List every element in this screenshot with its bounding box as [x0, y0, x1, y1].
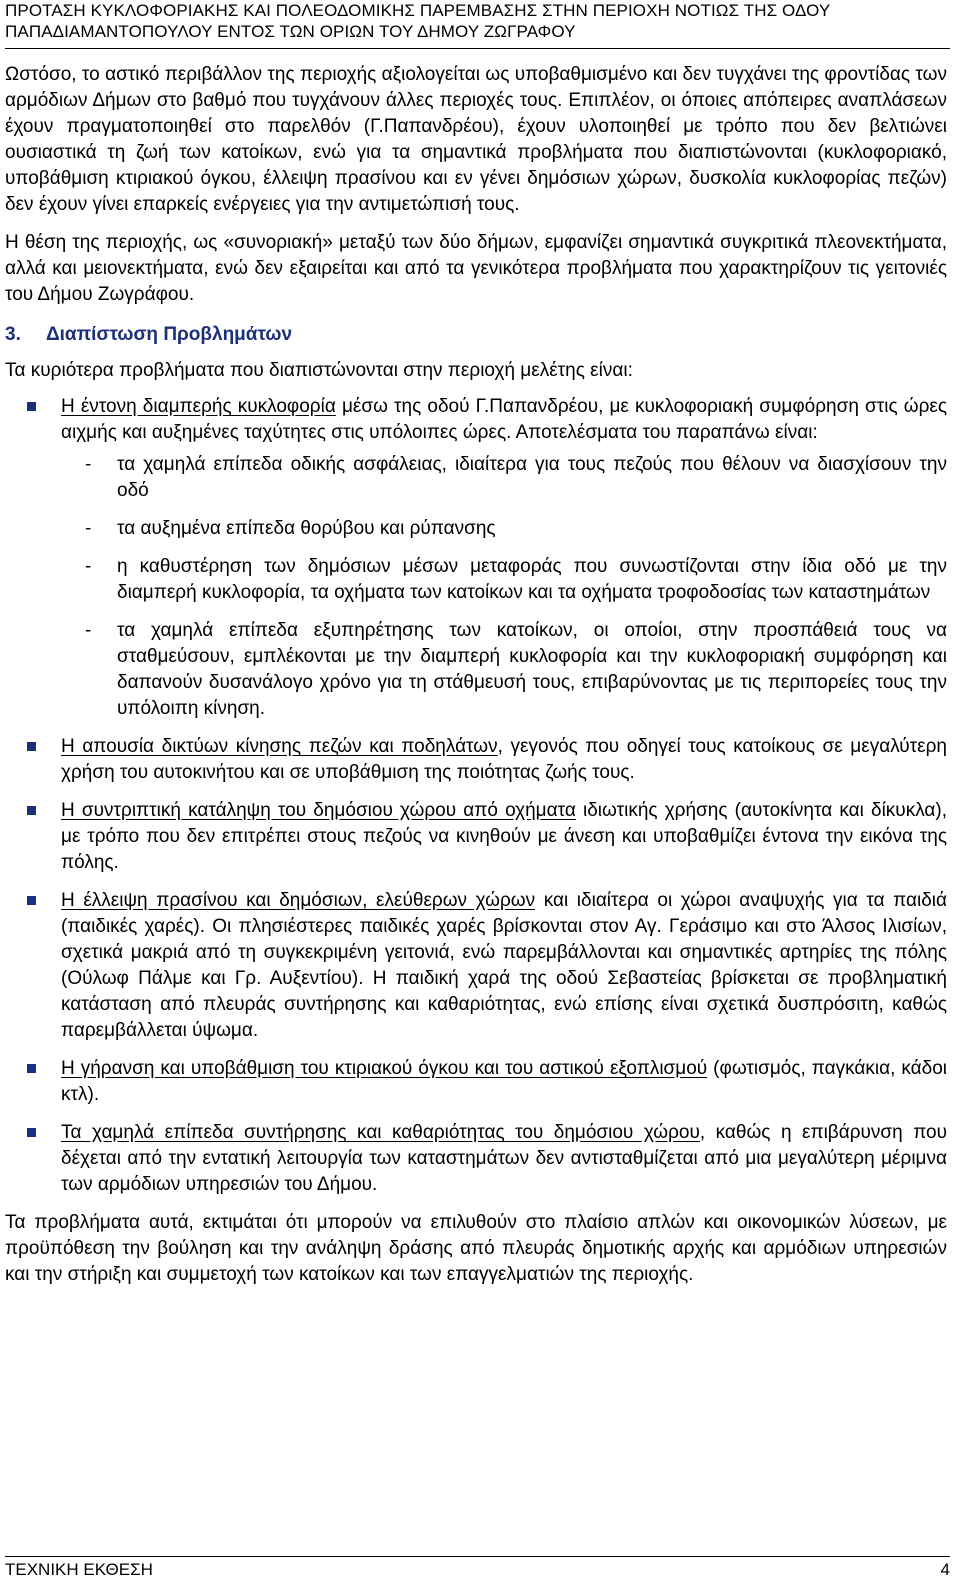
page-footer	[5, 1556, 950, 1585]
square-bullet-icon	[27, 806, 36, 815]
section-number: 3.	[5, 324, 21, 345]
square-bullet-icon	[27, 1128, 36, 1137]
dash-marker: -	[85, 556, 92, 577]
list-item	[61, 452, 947, 504]
problem-text: , καθώς η επιβάρυνση που δέχεται από την εντατική λειτουργία των καταστημάτων δεν αντισταθμίζεται από μια μεγαλύτερη μέριμνα των αρμόδιων υπηρεσιών του Δήμου.	[61, 1122, 947, 1195]
problem-text: ιδιωτικής χρήσης (αυτοκίνητα και δίκυκλα), με τρόπο που δεν επιτρέπει στους πεζούς να κινηθούν με άνεση και υποβαθμίζει έντονα την εικόνα της πόλης.	[61, 800, 947, 873]
list-item-text: η καθυστέρηση των δημόσιων μέσων μεταφοράς που συνωστίζονται στην ίδια οδό με την διαμπερή κυκλοφορία, τα οχήματα των κατοίκων και τα οχήματα τροφοδοσίας των καταστημάτων	[117, 556, 947, 603]
problem-title: Η συντριπτική κατάληψη του δημόσιου χώρου από οχήματα	[61, 800, 576, 821]
problems-intro: Τα κυριότερα προβλήματα που διαπιστώνονται στην περιοχή μελέτης είναι:	[5, 360, 633, 381]
consequences-list	[5, 452, 947, 722]
footer-document-title: ΤΕΧΝΙΚΗ ΕΚΘΕΣΗ	[5, 1560, 153, 1579]
problem-title: Η έντονη διαμπερής κυκλοφορία	[61, 396, 336, 417]
problem-text: (φωτισμός, παγκάκια, κάδοι κτλ).	[61, 1058, 947, 1105]
square-bullet-icon	[27, 896, 36, 905]
list-item	[61, 554, 947, 606]
problem-text: , γεγονός που οδηγεί τους κατοίκους σε μεγαλύτερη χρήση του αυτοκινήτου και σε υποβάθμιση της ποιότητας ζωής τους.	[61, 736, 947, 783]
header-title-line-1: ΠΡΟΤΑΣΗ ΚΥΚΛΟΦΟΡΙΑΚΗΣ ΚΑΙ ΠΟΛΕΟΔΟΜΙΚΗΣ ΠΑΡΕΜΒΑΣΗΣ ΣΤΗΝ ΠΕΡΙΟΧΗ ΝΟΤΙΩΣ ΤΗΣ ΟΔΟΥ	[5, 1, 831, 20]
list-item	[61, 618, 947, 722]
paragraph-conclusion: Τα προβλήματα αυτά, εκτιμάται ότι μπορούν να επιλυθούν στο πλαίσιο απλών και οικονομικών λύσεων, με προϋπόθεση την βούληση και την ανάληψη δράσης από πλευράς δημοτικής αρχής και αρμόδιων υπηρεσιών και την στήριξη και συμμετοχή των κατοίκων και των επαγγελματιών της περιοχής.	[5, 1212, 947, 1285]
list-item-text: τα αυξημένα επίπεδα θορύβου και ρύπανσης	[117, 518, 496, 539]
problem-bullet-maintenance	[5, 1120, 947, 1198]
list-item-text: τα χαμηλά επίπεδα οδικής ασφάλειας, ιδιαίτερα για τους πεζούς που θέλουν να διασχίσουν την οδό	[117, 454, 947, 501]
document-body	[5, 62, 947, 1288]
problem-bullet-pedestrians	[5, 734, 947, 786]
dash-marker: -	[85, 518, 92, 539]
paragraph-urban-environment: Ωστόσο, το αστικό περιβάλλον της περιοχής αξιολογείται ως υποβαθμισμένο και δεν τυγχάνει της φροντίδας των αρμόδιων Δήμων στο βαθμό που τυγχάνουν άλλες περιοχές τους. Επιπλέον, οι όποιες απόπειρες αναπλάσεων έχουν πραγματοποιηθεί στο παρελθόν (Γ.Παπανδρέου), έχουν υλοποιηθεί με τρόπο που δεν βελτιώνει ουσιαστικά τη ζωή των κατοίκων, ενώ για τα σημαντικά προβλήματα που διαπιστώνονται (κυκλοφοριακό, υποβάθμιση κτιριακού όγκου, έλλειψη πρασίνου και εν γένει δημόσιων χώρων, δυσκολία κυκλοφορίας πεζών) δεν έχουν γίνει επαρκείς ενέργειες για την αντιμετώπισή τους.	[5, 64, 947, 215]
section-heading	[5, 322, 947, 348]
page-number: 4	[940, 1560, 950, 1579]
list-item	[61, 516, 947, 542]
header-title-line-2: ΠΑΠΑΔΙΑΜΑΝΤΟΠΟΥΛΟΥ ΕΝΤΟΣ ΤΩΝ ΟΡΙΩΝ ΤΟΥ ΔΗΜΟΥ ΖΩΓΡΑΦΟΥ	[5, 22, 576, 41]
problem-bullet-traffic	[5, 394, 947, 722]
problem-text: και ιδιαίτερα οι χώροι αναψυχής για τα παιδιά (παιδικές χαρές). Οι πλησιέστερες παιδικές χαρές βρίσκονται στον Αγ. Γεράσιμο και στο Άλσος Ιλισίων, σχετικά μακριά από τη συγκεκριμένη γειτονιά, ενώ παρεμβάλλονται και σημαντικές αρτηρίες της πόλης (Ούλωφ Πάλμε και Γρ. Αυξεντίου). Η παιδική χαρά της οδού Σεβαστείας βρίσκεται σε προβληματική κατάσταση από πλευράς συντήρησης και καθαριότητας, ενώ επίσης είναι σχετικά δυσπρόσιτη, καθώς παρεμβάλλεται ύψωμα.	[61, 890, 947, 1041]
problem-title: Τα χαμηλά επίπεδα συντήρησης και καθαριότητας του δημόσιου χώρου	[61, 1122, 700, 1143]
page-header	[5, 0, 950, 49]
dash-marker: -	[85, 620, 92, 641]
square-bullet-icon	[27, 742, 36, 751]
square-bullet-icon	[27, 402, 36, 411]
problem-bullet-green-spaces	[5, 888, 947, 1044]
dash-marker: -	[85, 454, 92, 475]
problem-title: Η γήρανση και υποβάθμιση του κτιριακού όγκου και του αστικού εξοπλισμού	[61, 1058, 708, 1079]
paragraph-border-position: Η θέση της περιοχής, ως «συνοριακή» μεταξύ των δύο δήμων, εμφανίζει σημαντικά συγκριτικά πλεονεκτήματα, αλλά και μειονεκτήματα, ενώ δεν εξαιρείται και από τα γενικότερα προβλήματα που χαρακτηρίζουν τις γειτονιές του Δήμου Ζωγράφου.	[5, 232, 947, 305]
problem-bullet-vehicles	[5, 798, 947, 876]
section-title: Διαπίστωση Προβλημάτων	[46, 324, 293, 345]
square-bullet-icon	[27, 1064, 36, 1073]
problem-title: Η έλλειψη πρασίνου και δημόσιων, ελεύθερων χώρων	[61, 890, 536, 911]
list-item-text: τα χαμηλά επίπεδα εξυπηρέτησης των κατοίκων, οι οποίοι, στην προσπάθειά τους να σταθμεύσουν, εμπλέκονται με την διαμπερή κυκλοφορία και την κυκλοφοριακή συμφόρηση και δαπανούν δυσανάλογο χρόνο για τη στάθμευσή τους, επιβαρύνοντας με τις περιπορείες τους την υπόλοιπη κίνηση.	[117, 620, 947, 719]
problem-text: μέσω της οδού Γ.Παπανδρέου, με κυκλοφοριακή συμφόρηση στις ώρες αιχμής και αυξημένες ταχύτητες στις υπόλοιπες ώρες. Αποτελέσματα του παραπάνω είναι:	[61, 396, 948, 443]
problem-title: Η απουσία δικτύων κίνησης πεζών και ποδηλάτων	[61, 736, 498, 757]
problem-bullet-building-stock	[5, 1056, 947, 1108]
